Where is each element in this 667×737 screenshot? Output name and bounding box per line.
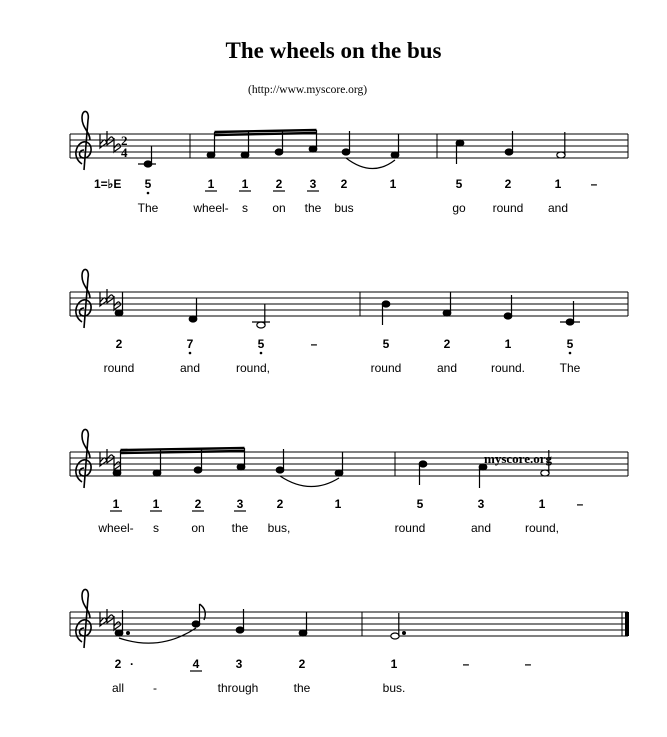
jianpu-note: –: [524, 657, 532, 671]
staff-system-3: [70, 429, 628, 488]
lyric-syllable: bus: [334, 201, 354, 215]
jianpu-note: 2: [275, 177, 283, 191]
lyric-syllable: s: [153, 521, 159, 535]
staff-system-4: [70, 589, 629, 648]
jianpu-note: 2: [194, 497, 202, 511]
lyric-syllable: round: [370, 361, 402, 375]
jianpu-note: 5: [144, 177, 152, 191]
jianpu-note: ·: [130, 657, 134, 671]
jianpu-note: 2: [298, 657, 306, 671]
jianpu-note: –: [590, 177, 598, 191]
jianpu-note: –: [310, 337, 318, 351]
jianpu-note: 3: [236, 497, 244, 511]
jianpu-note: 2: [115, 337, 123, 351]
jianpu-note: 1: [389, 177, 397, 191]
jianpu-note: 2: [504, 177, 512, 191]
jianpu-note: 1: [207, 177, 215, 191]
lyric-syllable: s: [242, 201, 248, 215]
lyric-syllable: round,: [524, 521, 560, 535]
jianpu-note: 3: [235, 657, 243, 671]
lyric-syllable: the: [293, 681, 311, 695]
lyric-syllable: -: [153, 681, 157, 695]
jianpu-note: 1: [390, 657, 398, 671]
lyric-syllable: bus,: [267, 521, 291, 535]
jianpu-note: 2: [443, 337, 451, 351]
lyric-syllable: and: [179, 361, 201, 375]
jianpu-note: 3: [477, 497, 485, 511]
watermark: myscore.org: [484, 451, 552, 466]
jianpu-note: 5: [257, 337, 265, 351]
staff-system-1: [70, 111, 628, 191]
lyric-syllable: through: [217, 681, 259, 695]
low-octave-dot: [147, 192, 150, 195]
treble-clef-icon: [76, 111, 91, 170]
lyrics: [97, 201, 580, 695]
lyric-syllable: on: [191, 521, 205, 535]
lyric-syllable: the: [304, 201, 322, 215]
jianpu-note: 5: [416, 497, 424, 511]
lyric-syllable: all: [111, 681, 125, 695]
jianpu-note: 3: [309, 177, 317, 191]
lyric-syllable: The: [137, 201, 159, 215]
song-title: The wheels on the bus: [225, 38, 442, 63]
jianpu-note: 2: [340, 177, 348, 191]
lyric-syllable: The: [559, 361, 581, 375]
jianpu-note: –: [576, 497, 584, 511]
lyric-syllable: round: [394, 521, 426, 535]
lyric-syllable: and: [547, 201, 569, 215]
low-octave-dot: [260, 352, 263, 355]
lyric-syllable: the: [231, 521, 249, 535]
time-sig-top: 2: [121, 133, 128, 148]
jianpu-note: 1: [152, 497, 160, 511]
source-url: (http://www.myscore.org): [248, 84, 368, 96]
treble-clef-icon: [76, 269, 91, 328]
jianpu-note: 5: [382, 337, 390, 351]
jianpu-note: 1: [334, 497, 342, 511]
lyric-syllable: bus.: [382, 681, 406, 695]
treble-clef-icon: [76, 429, 91, 488]
time-sig-bottom: 4: [121, 145, 128, 160]
lyric-syllable: round: [103, 361, 135, 375]
jianpu-note: 1: [112, 497, 120, 511]
staff-system-2: [70, 269, 628, 328]
jianpu-note: 1: [538, 497, 546, 511]
notes-system-1: [138, 130, 565, 169]
jianpu-note: 1: [554, 177, 562, 191]
lyric-syllable: on: [272, 201, 286, 215]
jianpu-note: 1: [241, 177, 249, 191]
jianpu-note: 1: [504, 337, 512, 351]
low-octave-dot: [569, 352, 572, 355]
jianpu-note: 7: [186, 337, 194, 351]
lyric-syllable: and: [436, 361, 458, 375]
jianpu-note: 2: [276, 497, 284, 511]
treble-clef-icon: [76, 589, 91, 648]
lyric-syllable: wheel-: [98, 521, 134, 535]
lyric-syllable: round: [492, 201, 524, 215]
jianpu-note: –: [462, 657, 470, 671]
jianpu-notation: [110, 177, 598, 671]
lyric-syllable: round.: [490, 361, 526, 375]
jianpu-note: 2: [114, 657, 122, 671]
key-label: 1=♭E: [94, 177, 122, 191]
lyric-syllable: go: [452, 201, 466, 215]
low-octave-dot: [189, 352, 192, 355]
jianpu-note: 5: [566, 337, 574, 351]
jianpu-note: 5: [455, 177, 463, 191]
lyric-syllable: and: [470, 521, 492, 535]
lyric-syllable: round,: [235, 361, 271, 375]
lyric-syllable: wheel-: [193, 201, 229, 215]
jianpu-note: 4: [192, 657, 200, 671]
